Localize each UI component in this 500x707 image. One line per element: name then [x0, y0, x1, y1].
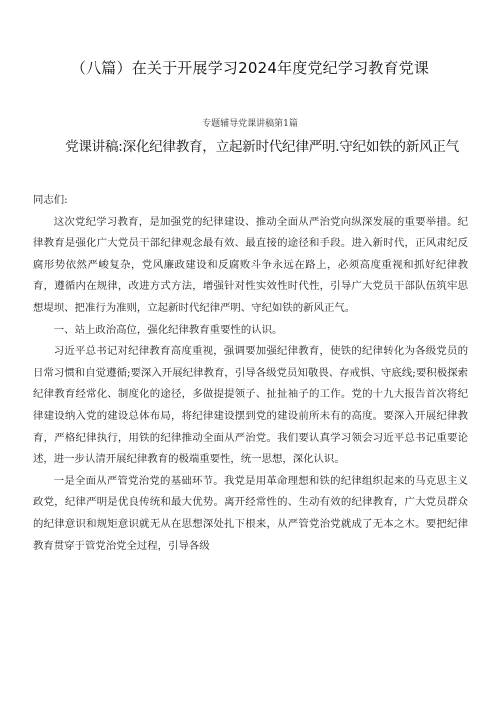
- section-heading: 一、站上政治高位，强化纪律教育重要性的认识。: [53, 323, 283, 336]
- salutation: 同志们:: [33, 194, 68, 206]
- document-body: [33, 190, 468, 557]
- document-subtitle: 专题辅导党课讲稿第1篇: [202, 119, 298, 129]
- document-title: （八篇）在关于开展学习2024年度党纪学习教育党课: [70, 59, 430, 77]
- paragraph: 习近平总书记对纪律教育高度重视，强调要加强纪律教育，使铁的纪律转化为各级党员的日常习惯和自觉遵循;要深入开展纪律教育，引导各级党员知敬畏、存戒惧、守底线;要积极探索纪律教育经常化、制度化的途径，多做提提领子、扯扯袖子的工作。党的十九大报告首次将纪律建设纳入党的建设总体布局，将纪律建设摆到党的建设前所未有的高度。要深入开展纪律教育，严格纪律执行，用铁的纪律推动全面从严治党。我们要认真学习领会习近平总书记重要论述，进一步认清开展纪律教育的极端重要性，统一思想，深化认识。: [33, 345, 468, 466]
- paragraph: 一是全面从严管党治党的基础环节。我党是用革命理想和铁的纪律组织起来的马克思主义政党，纪律严明是优良传统和最大优势。离开经常性的、生动有效的纪律教育，广大党员群众的纪律意识和规矩意识就无从在思想深处扎下根来，从严管党治党就成了无本之木。要把纪律教育贯穿于管党治党全过程，引导各级: [33, 474, 468, 552]
- lecture-heading: 党课讲稿:深化纪律教育，立起新时代纪律严明.守纪如铁的新风正气: [65, 139, 459, 155]
- paragraph: 这次党纪学习教育，是加强党的纪律建设、推动全面从严治党向纵深发展的重要举措。纪律教育是强化广大党员干部纪律观念最有效、最直接的途径和手段。进入新时代，正风肃纪反腐形势依然严峻复杂，党风廉政建设和反腐败斗争永远在路上，必须高度重视和抓好纪律教育，遵循内在规律，改进方式方法，增强针对性实效性时代性，引导广大党员干部队伍筑牢思想堤坝、把准行为准则，立起新时代纪律严明、守纪如铁的新风正气。: [33, 215, 468, 314]
